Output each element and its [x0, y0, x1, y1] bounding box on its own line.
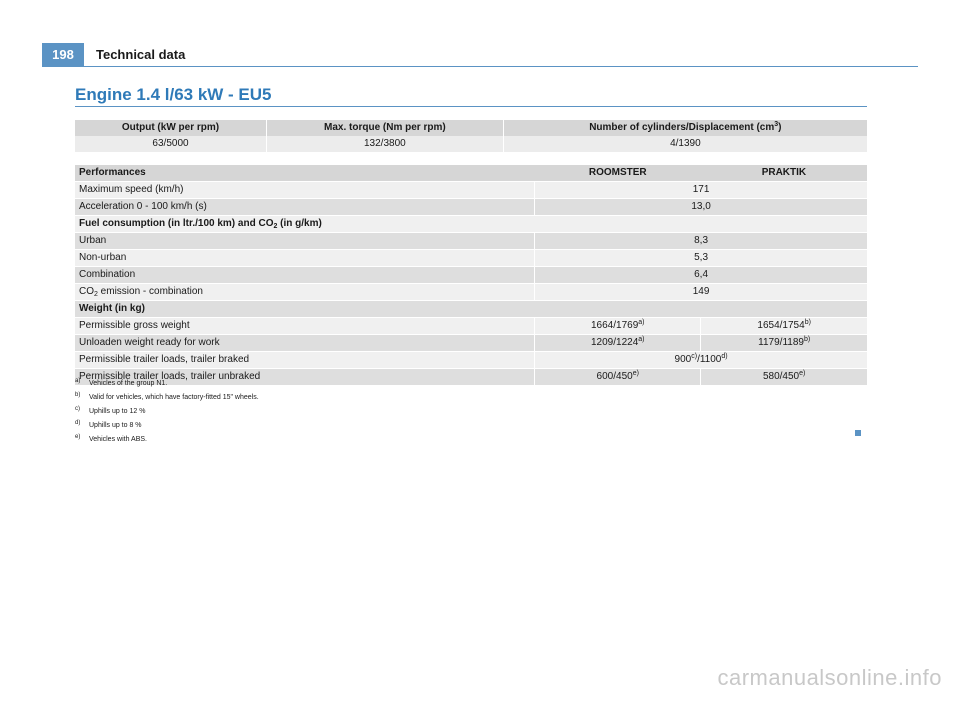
output-table-row — [75, 136, 867, 152]
table-row — [75, 182, 867, 199]
section-title: Technical data — [96, 47, 186, 62]
combination-label: Combination — [75, 267, 535, 284]
combination-value: 6,4 — [535, 267, 867, 284]
cylinders-header-close: ) — [778, 122, 782, 133]
cylinders-header — [503, 120, 867, 136]
fuel-group-text: Fuel consumption (in ltr./100 km) and CO — [79, 218, 274, 229]
max-speed-value: 171 — [535, 182, 867, 199]
output-table — [75, 120, 867, 152]
footnote-text: Vehicles of the group N1. — [89, 380, 168, 387]
cylinders-header-text: Number of cylinders/Displacement (cm — [589, 122, 775, 133]
trailer-unbraked-roomster-note: e) — [632, 370, 639, 377]
footnote-text: Uphills up to 8 % — [89, 422, 142, 429]
footnote-text: Vehicles with ABS. — [89, 436, 147, 443]
footnote-mark: c) — [75, 406, 80, 412]
section-end-square-icon — [855, 430, 861, 436]
urban-value: 8,3 — [535, 233, 867, 250]
weight-group-label: Weight (in kg) — [75, 301, 867, 318]
footnote-text: Uphills up to 12 % — [89, 408, 146, 415]
co2-label — [75, 284, 535, 301]
unladen-weight-praktik — [701, 335, 867, 352]
fuel-group-text-post: (in g/km) — [277, 218, 322, 229]
trailer-braked-v1-note: c) — [691, 353, 698, 360]
trailer-unbraked-roomster — [535, 369, 701, 386]
fuel-group-label — [75, 216, 867, 233]
gross-weight-praktik-value: 1654/1754 — [757, 320, 805, 331]
table-row — [75, 318, 867, 335]
acceleration-value: 13,0 — [535, 199, 867, 216]
trailer-unbraked-praktik — [701, 369, 867, 386]
output-value: 63/5000 — [75, 136, 267, 152]
engine-title: Engine 1.4 l/63 kW - EU5 — [75, 85, 272, 104]
unladen-weight-praktik-value: 1179/1189 — [758, 337, 804, 348]
table-row — [75, 352, 867, 369]
footnote-mark: a) — [75, 378, 81, 384]
gross-weight-label: Permissible gross weight — [75, 318, 535, 335]
table-row — [75, 233, 867, 250]
trailer-braked-v2-note: d) — [721, 353, 728, 360]
unladen-weight-label: Unloaden weight ready for work — [75, 335, 535, 352]
unladen-weight-roomster — [535, 335, 701, 352]
cylinders-value: 4/1390 — [503, 136, 867, 152]
page-header — [42, 43, 918, 67]
trailer-unbraked-roomster-value: 600/450 — [596, 371, 633, 382]
roomster-header: ROOMSTER — [535, 165, 701, 182]
footnote-text: Valid for vehicles, which have factory-fitted 15" wheels. — [89, 394, 259, 401]
gross-weight-roomster-note: a) — [638, 319, 645, 326]
trailer-braked-value — [535, 352, 867, 369]
torque-value: 132/3800 — [267, 136, 504, 152]
fuel-group-row — [75, 216, 867, 233]
co2-value: 149 — [535, 284, 867, 301]
footnote-mark: e) — [75, 434, 81, 440]
performances-header: Performances — [75, 165, 535, 182]
non-urban-label: Non-urban — [75, 250, 535, 267]
unladen-weight-praktik-note: b) — [803, 336, 811, 343]
fuel-group-sub: 2 — [273, 223, 278, 230]
footnote-mark: b) — [75, 392, 81, 398]
table-row — [75, 250, 867, 267]
gross-weight-praktik — [701, 318, 867, 335]
torque-header: Max. torque (Nm per rpm) — [267, 120, 504, 136]
page-number: 198 — [42, 43, 84, 67]
gross-weight-praktik-note: b) — [804, 319, 811, 326]
unladen-weight-roomster-note: a) — [638, 336, 645, 343]
watermark: carmanualsonline.info — [717, 665, 942, 690]
trailer-unbraked-praktik-note: e) — [799, 370, 806, 377]
table-row — [75, 335, 867, 352]
gross-weight-roomster-value: 1664/1769 — [590, 320, 639, 331]
weight-group-row — [75, 301, 867, 318]
title-divider — [75, 106, 867, 107]
performance-table — [75, 165, 867, 385]
co2-text: CO — [79, 286, 94, 297]
max-speed-label: Maximum speed (km/h) — [75, 182, 535, 199]
output-header: Output (kW per rpm) — [75, 120, 267, 136]
urban-label: Urban — [75, 233, 535, 250]
praktik-header: PRAKTIK — [701, 165, 867, 182]
perf-table-header — [75, 165, 867, 182]
output-table-header — [75, 120, 867, 136]
table-row — [75, 199, 867, 216]
cylinders-header-sup: 3 — [774, 121, 779, 128]
acceleration-label: Acceleration 0 - 100 km/h (s) — [75, 199, 535, 216]
trailer-braked-v2: /1100 — [697, 354, 722, 365]
table-row — [75, 284, 867, 301]
trailer-unbraked-label: Permissible trailer loads, trailer unbraked — [75, 369, 535, 386]
trailer-unbraked-praktik-value: 580/450 — [762, 371, 800, 382]
unladen-weight-roomster-value: 1209/1224 — [590, 337, 639, 348]
gross-weight-roomster — [535, 318, 701, 335]
header-divider — [84, 66, 918, 67]
co2-text-post: emission - combination — [97, 286, 203, 297]
footnote-mark: d) — [75, 420, 81, 426]
co2-sub: 2 — [94, 291, 98, 298]
table-row — [75, 369, 867, 386]
non-urban-value: 5,3 — [535, 250, 867, 267]
trailer-braked-v1: 900 — [674, 354, 692, 365]
trailer-braked-label: Permissible trailer loads, trailer braked — [75, 352, 535, 369]
table-row — [75, 267, 867, 284]
